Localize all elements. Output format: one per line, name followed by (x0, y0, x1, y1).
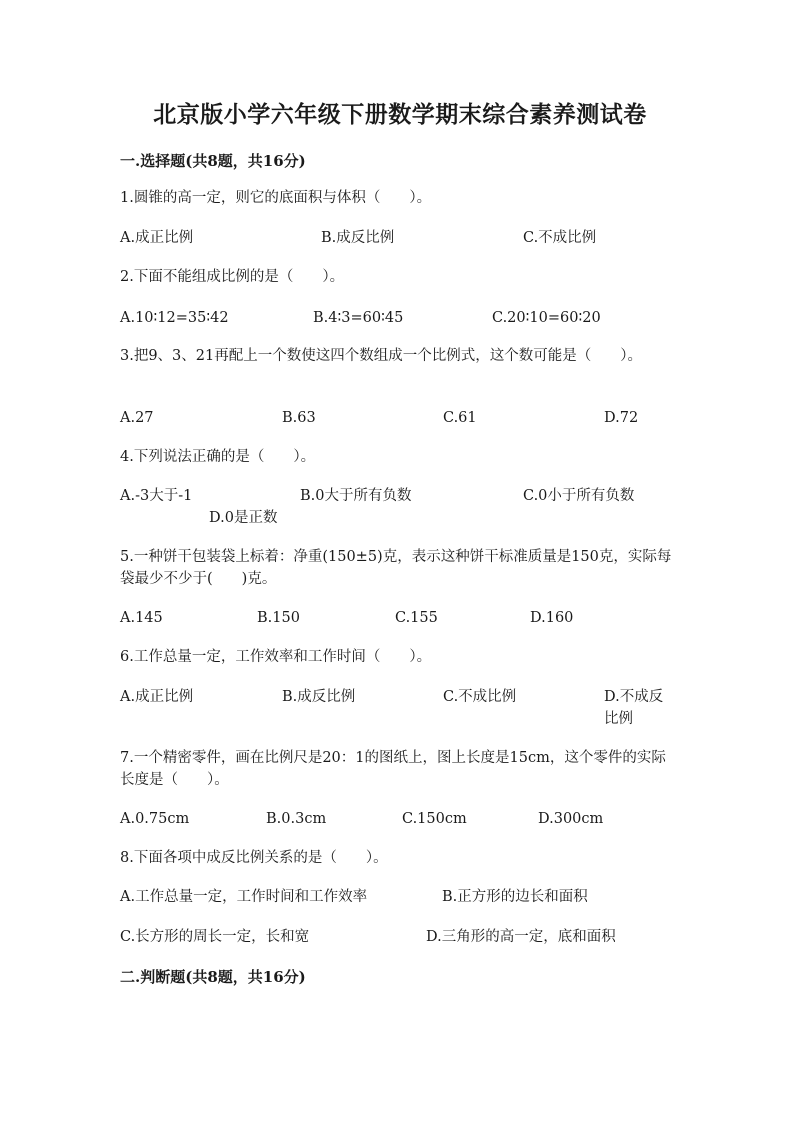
question-3: 3.把9、3、21再配上一个数使这四个数组成一个比例式，这个数可能是（ ）。 (120, 348, 642, 364)
q6-option-c: C.不成比例 (443, 689, 517, 705)
q1-option-a: A.成正比例 (120, 230, 194, 246)
q1-option-b: B.成反比例 (321, 230, 395, 246)
q4-option-d: D.0是正数 (209, 510, 278, 526)
question-5: 5.一种饼干包装袋上标着：净重(150±5)克，表示这种饼干标准质量是150克，实际每袋最少不少于( )克。 (120, 549, 672, 587)
q8-option-d: D.三角形的高一定，底和面积 (426, 929, 616, 945)
q8-option-a: A.工作总量一定，工作时间和工作效率 (120, 889, 368, 905)
q6-option-b: B.成反比例 (282, 689, 356, 705)
q5-option-c: C.155 (395, 610, 438, 626)
q8-option-b: B.正方形的边长和面积 (442, 889, 588, 905)
question-4: 4.下列说法正确的是（ ）。 (120, 449, 316, 465)
q2-option-a: A.10∶12=35∶42 (120, 310, 229, 326)
q7-option-d: D.300cm (538, 811, 604, 827)
question-2: 2.下面不能组成比例的是（ ）。 (120, 269, 345, 285)
q3-option-b: B.63 (282, 410, 316, 426)
q3-option-d: D.72 (604, 410, 639, 426)
section-heading-choice: 一.选择题(共8题，共16分) (120, 152, 306, 170)
q1-option-c: C.不成比例 (523, 230, 597, 246)
section-heading-judgment: 二.判断题(共8题，共16分) (120, 968, 306, 986)
q7-option-a: A.0.75cm (120, 811, 190, 827)
q5-option-a: A.145 (120, 610, 163, 626)
q7-option-c: C.150cm (402, 811, 467, 827)
page-title: 北京版小学六年级下册数学期末综合素养测试卷 (153, 101, 647, 128)
q6-option-a: A.成正比例 (120, 689, 194, 705)
q2-option-b: B.4∶3=60∶45 (313, 310, 404, 326)
q3-option-c: C.61 (443, 410, 477, 426)
question-8: 8.下面各项中成反比例关系的是（ ）。 (120, 850, 388, 866)
q8-option-c: C.长方形的周长一定，长和宽 (120, 929, 310, 945)
q3-option-a: A.27 (120, 410, 154, 426)
q7-option-b: B.0.3cm (266, 811, 327, 827)
q2-option-c: C.20∶10=60∶20 (492, 310, 601, 326)
q5-option-d: D.160 (530, 610, 574, 626)
q4-option-a: A.-3大于-1 (120, 488, 193, 504)
q6-option-d: D.不成反比例 (604, 689, 664, 727)
question-6: 6.工作总量一定，工作效率和工作时间（ ）。 (120, 649, 432, 665)
q4-option-b: B.0大于所有负数 (300, 488, 412, 504)
question-7: 7.一个精密零件，画在比例尺是20：1的图纸上，图上长度是15cm，这个零件的实际长度是（ ）。 (120, 750, 666, 788)
question-1: 1.圆锥的高一定，则它的底面积与体积（ ）。 (120, 190, 432, 206)
q5-option-b: B.150 (257, 610, 300, 626)
q4-option-c: C.0小于所有负数 (523, 488, 635, 504)
